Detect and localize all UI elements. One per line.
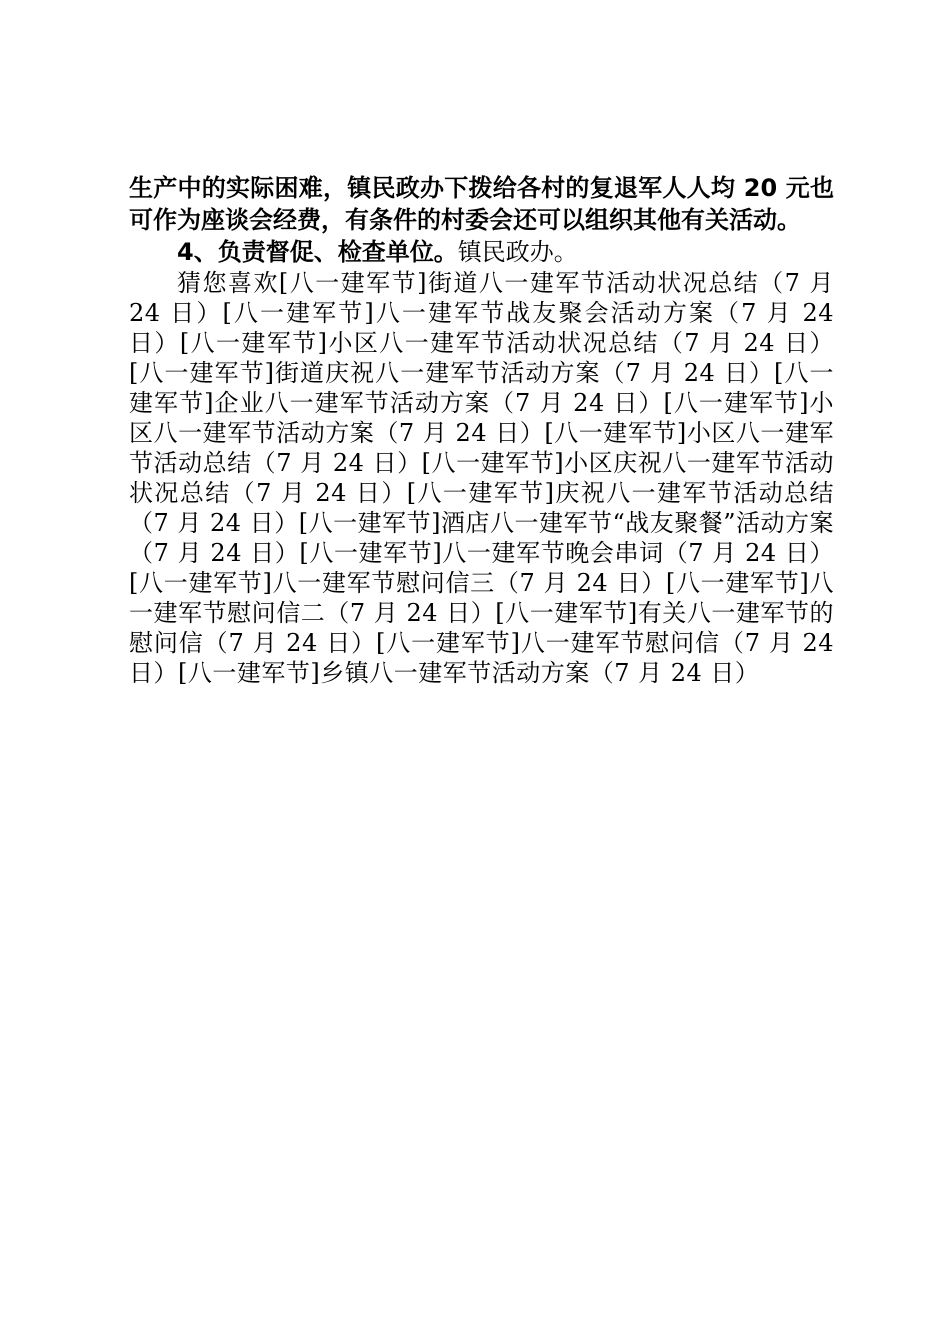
item-4-paragraph [129,236,834,268]
related-articles-paragraph: 猜您喜欢[八一建军节]街道八一建军节活动状况总结（7 月 24 日）[八一建军节]八一建军节战友聚会活动方案（7 月 24 日）[八一建军节]小区八一建军节活动状况总结（7 月 24 日）[八一建军节]街道庆祝八一建军节活动方案（7 月 24 日）[八一建军节]企业八一建军节活动方案（7 月 24 日）[八一建军节]小区八一建军节活动方案（7 月 24 日）[八一建军节]小区八一建军节活动总结（7 月 24 日）[八一建军节]小区庆祝八一建军节活动状况总结（7 月 24 日）[八一建军节]庆祝八一建军节活动总结（7 月 24 日）[八一建军节]酒店八一建军节“战友聚餐”活动方案（7 月 24 日）[八一建军节]八一建军节晚会串词（7 月 24 日）[八一建军节]八一建军节慰问信三（7 月 24 日）[八一建军节]八一建军节慰问信二（7 月 24 日）[八一建军节]有关八一建军节的慰问信（7 月 24 日）[八一建军节]八一建军节慰问信（7 月 24 日）[八一建军节]乡镇八一建军节活动方案（7 月 24 日） [129,269,834,687]
item-4-label: 4、负责督促、检查单位。 [177,238,458,266]
item-4-value: 镇民政办。 [457,238,578,266]
document-body [129,172,834,688]
continuation-paragraph: 生产中的实际困难，镇民政办下拨给各村的复退军人人均 20 元也可作为座谈会经费，有条件的村委会还可以组织其他有关活动。 [129,174,834,234]
